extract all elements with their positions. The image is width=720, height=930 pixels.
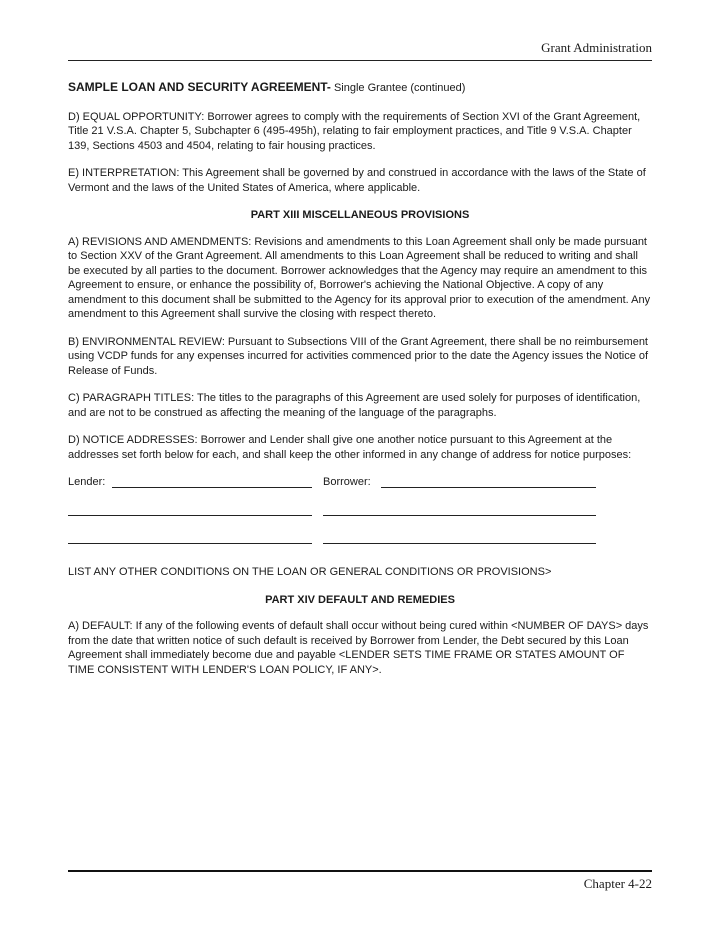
list-conditions: LIST ANY OTHER CONDITIONS ON THE LOAN OR GENERAL CONDITIONS OR PROVISIONS>	[68, 566, 552, 578]
document-body	[68, 80, 652, 690]
document-title	[68, 80, 652, 96]
signature-block	[68, 475, 652, 547]
running-footer: Chapter 4-22	[583, 876, 652, 891]
title-bold: SAMPLE LOAN AND SECURITY AGREEMENT-	[68, 80, 331, 94]
paragraph-notice-addresses: D) NOTICE ADDRESSES: Borrower and Lender shall give one another notice pursuant to this Agreement at the addresses set forth below for each, and shall keep the other informed in any change of address for notice purposes:	[68, 434, 632, 461]
part-xiii-heading: PART XIII MISCELLANEOUS PROVISIONS	[250, 209, 470, 221]
borrower-line-1[interactable]	[381, 487, 596, 488]
paragraph-revisions: A) REVISIONS AND AMENDMENTS: Revisions and amendments to this Loan Agreement shall only be made pursuant to Section XXV of the Grant Agreement. All amendments to this Loan Agreement shall be reduced to writing and shall be executed by all parties to the document. Borrower acknowledges that the Agency may require an amendment to this Agreement to ensure, or enhance the possibility of, Borrower's achieving the National Objective. A copy of any amendment to this document shall be submitted to the Agency for its approval prior to execution of the amendment. Any amendment to this Agreement shall survive the closing with respect thereto.	[68, 235, 651, 320]
footer-rule	[68, 870, 652, 872]
borrower-label: Borrower:	[323, 476, 371, 488]
header-rule	[68, 60, 652, 61]
paragraph-default: A) DEFAULT: If any of the following events of default shall occur without being cured within <NUMBER OF DAYS> days from the date that written notice of such default is received by Borrower from Lender, the Debt secured by this Loan Agreement shall immediately become due and payable <LENDER SETS TIME FRAME OR STATES AMOUNT OF TIME CONSISTENT WITH LENDER'S LOAN POLICY, IF ANY>.	[68, 620, 649, 676]
borrower-line-3[interactable]	[323, 543, 596, 544]
borrower-line-2[interactable]	[323, 515, 596, 516]
paragraph-environmental-review: B) ENVIRONMENTAL REVIEW: Pursuant to Subsections VIII of the Grant Agreement, there shall be no reimbursement using VCDP funds for any expenses incurred for activities commenced prior to the date the Agency issues the Notice of Release of Funds.	[68, 335, 649, 377]
lender-line-2[interactable]	[68, 515, 312, 516]
paragraph-equal-opportunity: D) EQUAL OPPORTUNITY: Borrower agrees to comply with the requirements of Section XVI of the Grant Agreement, Title 21 V.S.A. Chapter 5, Subchapter 6 (495-495h), relating to fair employment practices, and Title 9 V.S.A. Chapter 139, Sections 4503 and 4504, relating to fair housing practices.	[68, 110, 641, 152]
part-xiv-heading: PART XIV DEFAULT AND REMEDIES	[265, 593, 455, 606]
lender-line-3[interactable]	[68, 543, 312, 544]
paragraph-titles: C) PARAGRAPH TITLES: The titles to the paragraphs of this Agreement are used solely for purposes of identification, and are not to be construed as affecting the meaning of the language of the paragraphs.	[68, 392, 641, 419]
lender-line-1[interactable]	[112, 487, 312, 488]
paragraph-interpretation: E) INTERPRETATION: This Agreement shall be governed by and construed in accordance with the laws of the State of Vermont and the laws of the United States of America, where applicable.	[68, 167, 646, 194]
title-subtitle: Single Grantee (continued)	[330, 82, 466, 94]
lender-label: Lender:	[68, 476, 106, 488]
running-header: Grant Administration	[541, 40, 652, 55]
